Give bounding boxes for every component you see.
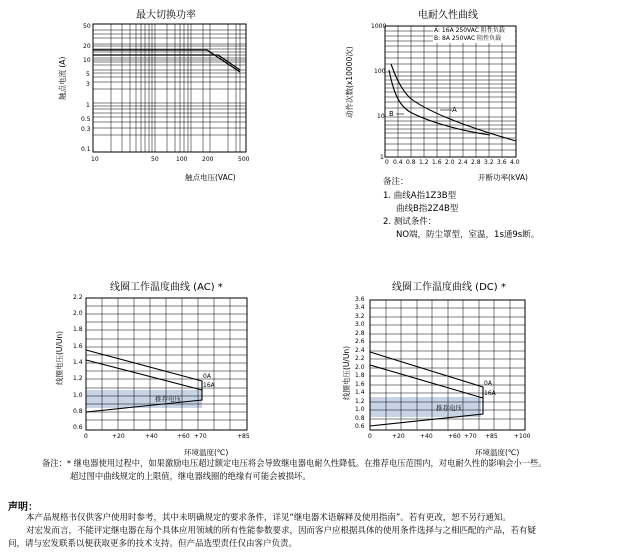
footnote-line: 超过图中曲线规定的上限值，继电器线圈的绝缘有可能会被损坏。 [70, 471, 311, 481]
ac-recommended-region-label: 推荐电压 [155, 395, 181, 403]
remarks-line: 曲线B指2Z4B型 [396, 204, 459, 214]
ms-xtick: 10 [91, 156, 99, 163]
life-xtick: 1.6 [432, 159, 442, 166]
life-xtick: 3.2 [484, 159, 494, 166]
footnote-line: 备注：* 继电器使用过程中，如果激励电压超过额定电压将会导致继电器电耐久性降低。在推荐电压范围内，对电耐久性的影响会小一些。 [42, 458, 547, 468]
ms-ytick: 0.1 [81, 146, 91, 153]
declaration-line: 问，请与宏发联系以便获取更多的技术支持。但产品选型责任仅由客户负责。 [8, 539, 298, 549]
ms-ytick: 20 [83, 43, 91, 50]
dc-ytick: 1.0 [355, 406, 365, 413]
life-xtick: 0 [385, 159, 389, 166]
life-xtick: 0.8 [406, 159, 416, 166]
ac-title: 线圈工作温度曲线 (AC) * [110, 282, 223, 293]
ac-ytick: 2.2 [73, 294, 83, 301]
ms-ytick: 3 [86, 81, 90, 88]
life-xtick: 1.2 [419, 159, 429, 166]
ac-ytick: 1.0 [73, 392, 83, 399]
max-switching-xlabel: 触点电压(VAC) [185, 173, 236, 182]
ac-ytick: 1.6 [73, 343, 83, 350]
ms-xtick: 500 [238, 156, 250, 163]
dc-ytick: 3.2 [355, 313, 365, 320]
dc-ytick: 0.6 [355, 423, 365, 430]
dc-ytick: 1.2 [355, 398, 365, 405]
ac-xtick: +40 [145, 433, 158, 440]
ac-xtick: +70 [194, 433, 207, 440]
ac-ytick: 0.6 [73, 424, 83, 431]
life-curve-b-label: B [389, 110, 394, 118]
dc-ytick: 2.8 [355, 330, 365, 337]
ac-xtick: +85 [237, 433, 250, 440]
dc-ytick: 2.0 [355, 364, 365, 371]
life-xtick: 2.4 [458, 159, 468, 166]
dc-xtick: +20 [392, 433, 405, 440]
declaration-line: 对宏发而言，不能评定继电器在每个具体应用领域的所有性能参数要求，因而客户应根据具体的使用条件选择与之相匹配的产品，若有疑 [26, 526, 537, 536]
dc-xlabel: 环境温度(℃) [475, 448, 520, 457]
dc-ytick: 1.8 [355, 372, 365, 379]
dc-xtick: +40 [420, 433, 433, 440]
dc-ytick: 2.4 [355, 347, 365, 354]
dc-ytick: 2.2 [355, 355, 365, 362]
ms-ytick: 1 [86, 102, 90, 109]
life-legend-b: B: 8A 250VAC 阻性负载 [434, 35, 502, 42]
life-xtick: 4.0 [510, 159, 520, 166]
ac-ylabel: 线圈电压(U/Un) [55, 330, 64, 385]
ac-ytick: 0.8 [73, 408, 83, 415]
remarks-line: NO端，防尘罩型，室温，1s通9s断。 [396, 230, 540, 240]
life-xlabel: 开断功率(kVA) [478, 173, 528, 182]
ms-ytick: 5 [86, 71, 90, 78]
dc-xtick: +85 [485, 433, 498, 440]
ms-ytick: 10 [83, 57, 91, 64]
dc-curve-16a-label: 16A [484, 390, 496, 397]
life-ytick: 10 [377, 113, 385, 120]
dc-ylabel: 线圈电压(U/Un) [342, 345, 351, 400]
ac-ytick: 1.2 [73, 375, 83, 382]
ms-xtick: 200 [202, 156, 214, 163]
ac-xtick: +60 [177, 433, 190, 440]
dc-ytick: 3.6 [355, 296, 365, 303]
remarks-line: 1. 曲线A指1Z3B型 [383, 191, 457, 201]
ac-xtick: 0 [84, 433, 88, 440]
remarks-head: 备注： [383, 177, 409, 187]
ac-xlabel: 环境温度(℃) [184, 448, 229, 457]
dc-xtick: +60 [448, 433, 461, 440]
ac-ytick: 1.4 [73, 359, 83, 366]
dc-ytick: 2.6 [355, 338, 365, 345]
dc-ytick: 0.8 [355, 415, 365, 422]
ms-ytick: 50 [83, 23, 91, 30]
life-curve-a-label: A [452, 106, 457, 114]
dc-ytick: 1.4 [355, 389, 365, 396]
ac-curve-0a-label: 0A [203, 373, 211, 380]
ms-ytick: 0.5 [81, 116, 91, 123]
declaration-title: 声明： [8, 502, 38, 513]
life-ylabel: 动作次数(x10000次) [345, 46, 354, 118]
ms-xtick: 100 [176, 156, 188, 163]
dc-ytick: 1.6 [355, 381, 365, 388]
dc-xtick: +100 [514, 433, 531, 440]
remarks-line: 2. 测试条件： [383, 217, 437, 227]
ac-ytick: 2.0 [73, 310, 83, 317]
ms-xtick: 50 [151, 156, 159, 163]
life-xtick: 3.6 [497, 159, 507, 166]
life-ytick: 1000 [371, 23, 387, 30]
ac-curve-16a-label: 16A [203, 382, 215, 389]
dc-title: 线圈工作温度曲线 (DC) * [392, 282, 506, 293]
life-ytick: 1 [380, 154, 384, 161]
dc-recommended-region-label: 推荐电压 [436, 404, 462, 412]
life-legend-a: A: 16A 250VAC 阻性负载 [434, 27, 505, 34]
life-xtick: 2.0 [445, 159, 455, 166]
life-ytick: 100 [374, 68, 386, 75]
life-xtick: 2.8 [471, 159, 481, 166]
max-switching-title: 最大切换功率 [136, 10, 196, 21]
ac-xtick: +20 [112, 433, 125, 440]
dc-xtick: +70 [464, 433, 477, 440]
life-title: 电耐久性曲线 [418, 10, 478, 21]
declaration-line: 本产品规格书仅供客户使用时参考，其中未明确规定的要求条件，详见“继电器术语解释及使用指南”。若有更改，恕不另行通知。 [26, 513, 511, 523]
dc-xtick: 0 [368, 433, 372, 440]
life-xtick: 0.4 [393, 159, 403, 166]
ms-ytick: 0.3 [81, 126, 91, 133]
dc-curve-0a-label: 0A [484, 380, 492, 387]
max-switching-ylabel: 触点电流 (A) [58, 56, 67, 100]
dc-ytick: 3.0 [355, 321, 365, 328]
ac-ytick: 1.8 [73, 326, 83, 333]
dc-ytick: 3.4 [355, 304, 365, 311]
